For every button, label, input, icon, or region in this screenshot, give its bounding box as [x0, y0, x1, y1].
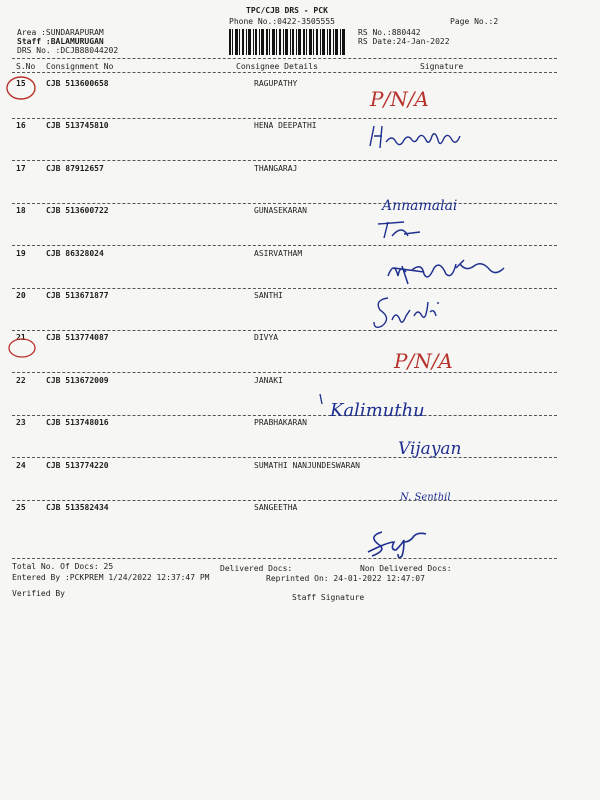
- row-consignment: CJB 86328024: [46, 249, 104, 258]
- row-sno: 25: [16, 503, 26, 512]
- row-consignment: CJB 513745810: [46, 121, 109, 130]
- staff-label: Staff :BALAMURUGAN: [17, 37, 104, 46]
- entered-by: Entered By :PCKPREM 1/24/2022 12:37:47 PM: [12, 573, 210, 582]
- row-divider: [12, 288, 557, 289]
- delivered-docs: Delivered Docs:: [220, 564, 293, 573]
- table-row: [0, 376, 600, 390]
- footer-divider: [12, 558, 557, 559]
- row-sno: 19: [16, 249, 26, 258]
- row-sno: 22: [16, 376, 26, 385]
- verified-by: Verified By: [12, 589, 65, 598]
- col-signature: Signature: [420, 62, 464, 71]
- table-row: [0, 503, 600, 517]
- row-consignment: CJB 513774087: [46, 333, 109, 342]
- svg-text:Vijayan: Vijayan: [398, 439, 462, 459]
- row-consignee: PRABHAKARAN: [254, 418, 307, 427]
- red-circle-icon: [4, 73, 40, 103]
- row-consignment: CJB 87912657: [46, 164, 104, 173]
- red-circle-icon: [6, 335, 40, 361]
- table-row: [0, 418, 600, 432]
- col-consignee: Consignee Details: [236, 62, 318, 71]
- signature-22: [318, 390, 498, 426]
- row-divider: [12, 372, 557, 373]
- phone-number: Phone No.:0422-3505555: [229, 17, 335, 26]
- row-consignment: CJB 513582434: [46, 503, 109, 512]
- svg-text:N. Senthil: N. Senthil: [400, 492, 451, 503]
- non-delivered-docs: Non Delivered Docs:: [360, 564, 452, 573]
- signature-16: [366, 120, 486, 154]
- row-sno: 20: [16, 291, 26, 300]
- row-consignee: SANGEETHA: [254, 503, 298, 512]
- column-header: [0, 62, 600, 76]
- svg-text:P/N/A: P/N/A: [394, 349, 453, 373]
- row-consignee: DIVYA: [254, 333, 279, 342]
- row-divider: [12, 330, 557, 331]
- row-consignment: CJB 513748016: [46, 418, 109, 427]
- row-sno: 21: [16, 333, 26, 342]
- area-label: Area :SUNDARAPURAM: [17, 28, 104, 37]
- row-consignee: HENA DEEPATHI: [254, 121, 317, 130]
- row-consignee: GUNASEKARAN: [254, 206, 307, 215]
- signature-18-top: [380, 190, 520, 220]
- table-row: [0, 291, 600, 305]
- barcode-icon: [228, 29, 346, 55]
- row-divider: [12, 118, 557, 119]
- row-consignee: SANTHI: [254, 291, 283, 300]
- document-title: TPC/CJB DRS - PCK: [246, 6, 328, 15]
- page-number: Page No.:2: [450, 17, 499, 26]
- row-sno: 23: [16, 418, 26, 427]
- svg-text:Annamalai: Annamalai: [382, 198, 458, 214]
- col-consignment: Consignment No: [46, 62, 114, 71]
- signature-20: [370, 290, 450, 330]
- row-sno: 17: [16, 164, 26, 173]
- col-sno: S.No: [16, 62, 36, 71]
- row-divider: [12, 160, 557, 161]
- row-consignee: SUMATHI NANJUNDESWARAN: [254, 461, 360, 470]
- signature-18: [374, 218, 424, 242]
- signature-25: [364, 526, 444, 562]
- table-row: [0, 333, 600, 347]
- svg-text:P/N/A: P/N/A: [370, 87, 429, 111]
- signature-19: [384, 256, 524, 286]
- total-docs: Total No. Of Docs: 25: [12, 562, 114, 571]
- rs-date: RS Date:24-Jan-2022: [358, 37, 450, 46]
- row-sno: 18: [16, 206, 26, 215]
- row-consignment: CJB 513600658: [46, 79, 109, 88]
- svg-text:Kalimuthu: Kalimuthu: [330, 400, 425, 421]
- rs-number: RS No.:880442: [358, 28, 421, 37]
- table-row: [0, 121, 600, 135]
- row-sno: 15: [16, 79, 26, 88]
- table-row: [0, 164, 600, 178]
- drs-number: DRS No. :DCJB88044202: [17, 46, 119, 55]
- row-sno: 16: [16, 121, 26, 130]
- signature-24: [398, 486, 488, 506]
- reprinted-on: Reprinted On: 24-01-2022 12:47:07: [266, 574, 425, 583]
- row-consignment: CJB 513774220: [46, 461, 109, 470]
- table-row: [0, 461, 600, 475]
- table-row: [0, 79, 600, 93]
- row-consignee: RAGUPATHY: [254, 79, 298, 88]
- signature-15: [368, 84, 448, 114]
- row-consignee: JANAKI: [254, 376, 283, 385]
- row-consignment: CJB 513600722: [46, 206, 109, 215]
- signature-21: [392, 346, 472, 376]
- row-consignee: THANGARAJ: [254, 164, 298, 173]
- header-divider-bottom: [12, 72, 557, 73]
- staff-signature: Staff Signature: [292, 593, 365, 602]
- header-divider-top: [12, 58, 557, 59]
- signature-23: [396, 430, 486, 466]
- row-consignee: ASIRVATHAM: [254, 249, 303, 258]
- row-sno: 24: [16, 461, 26, 470]
- row-divider: [12, 245, 557, 246]
- row-consignment: CJB 513672009: [46, 376, 109, 385]
- row-consignment: CJB 513671877: [46, 291, 109, 300]
